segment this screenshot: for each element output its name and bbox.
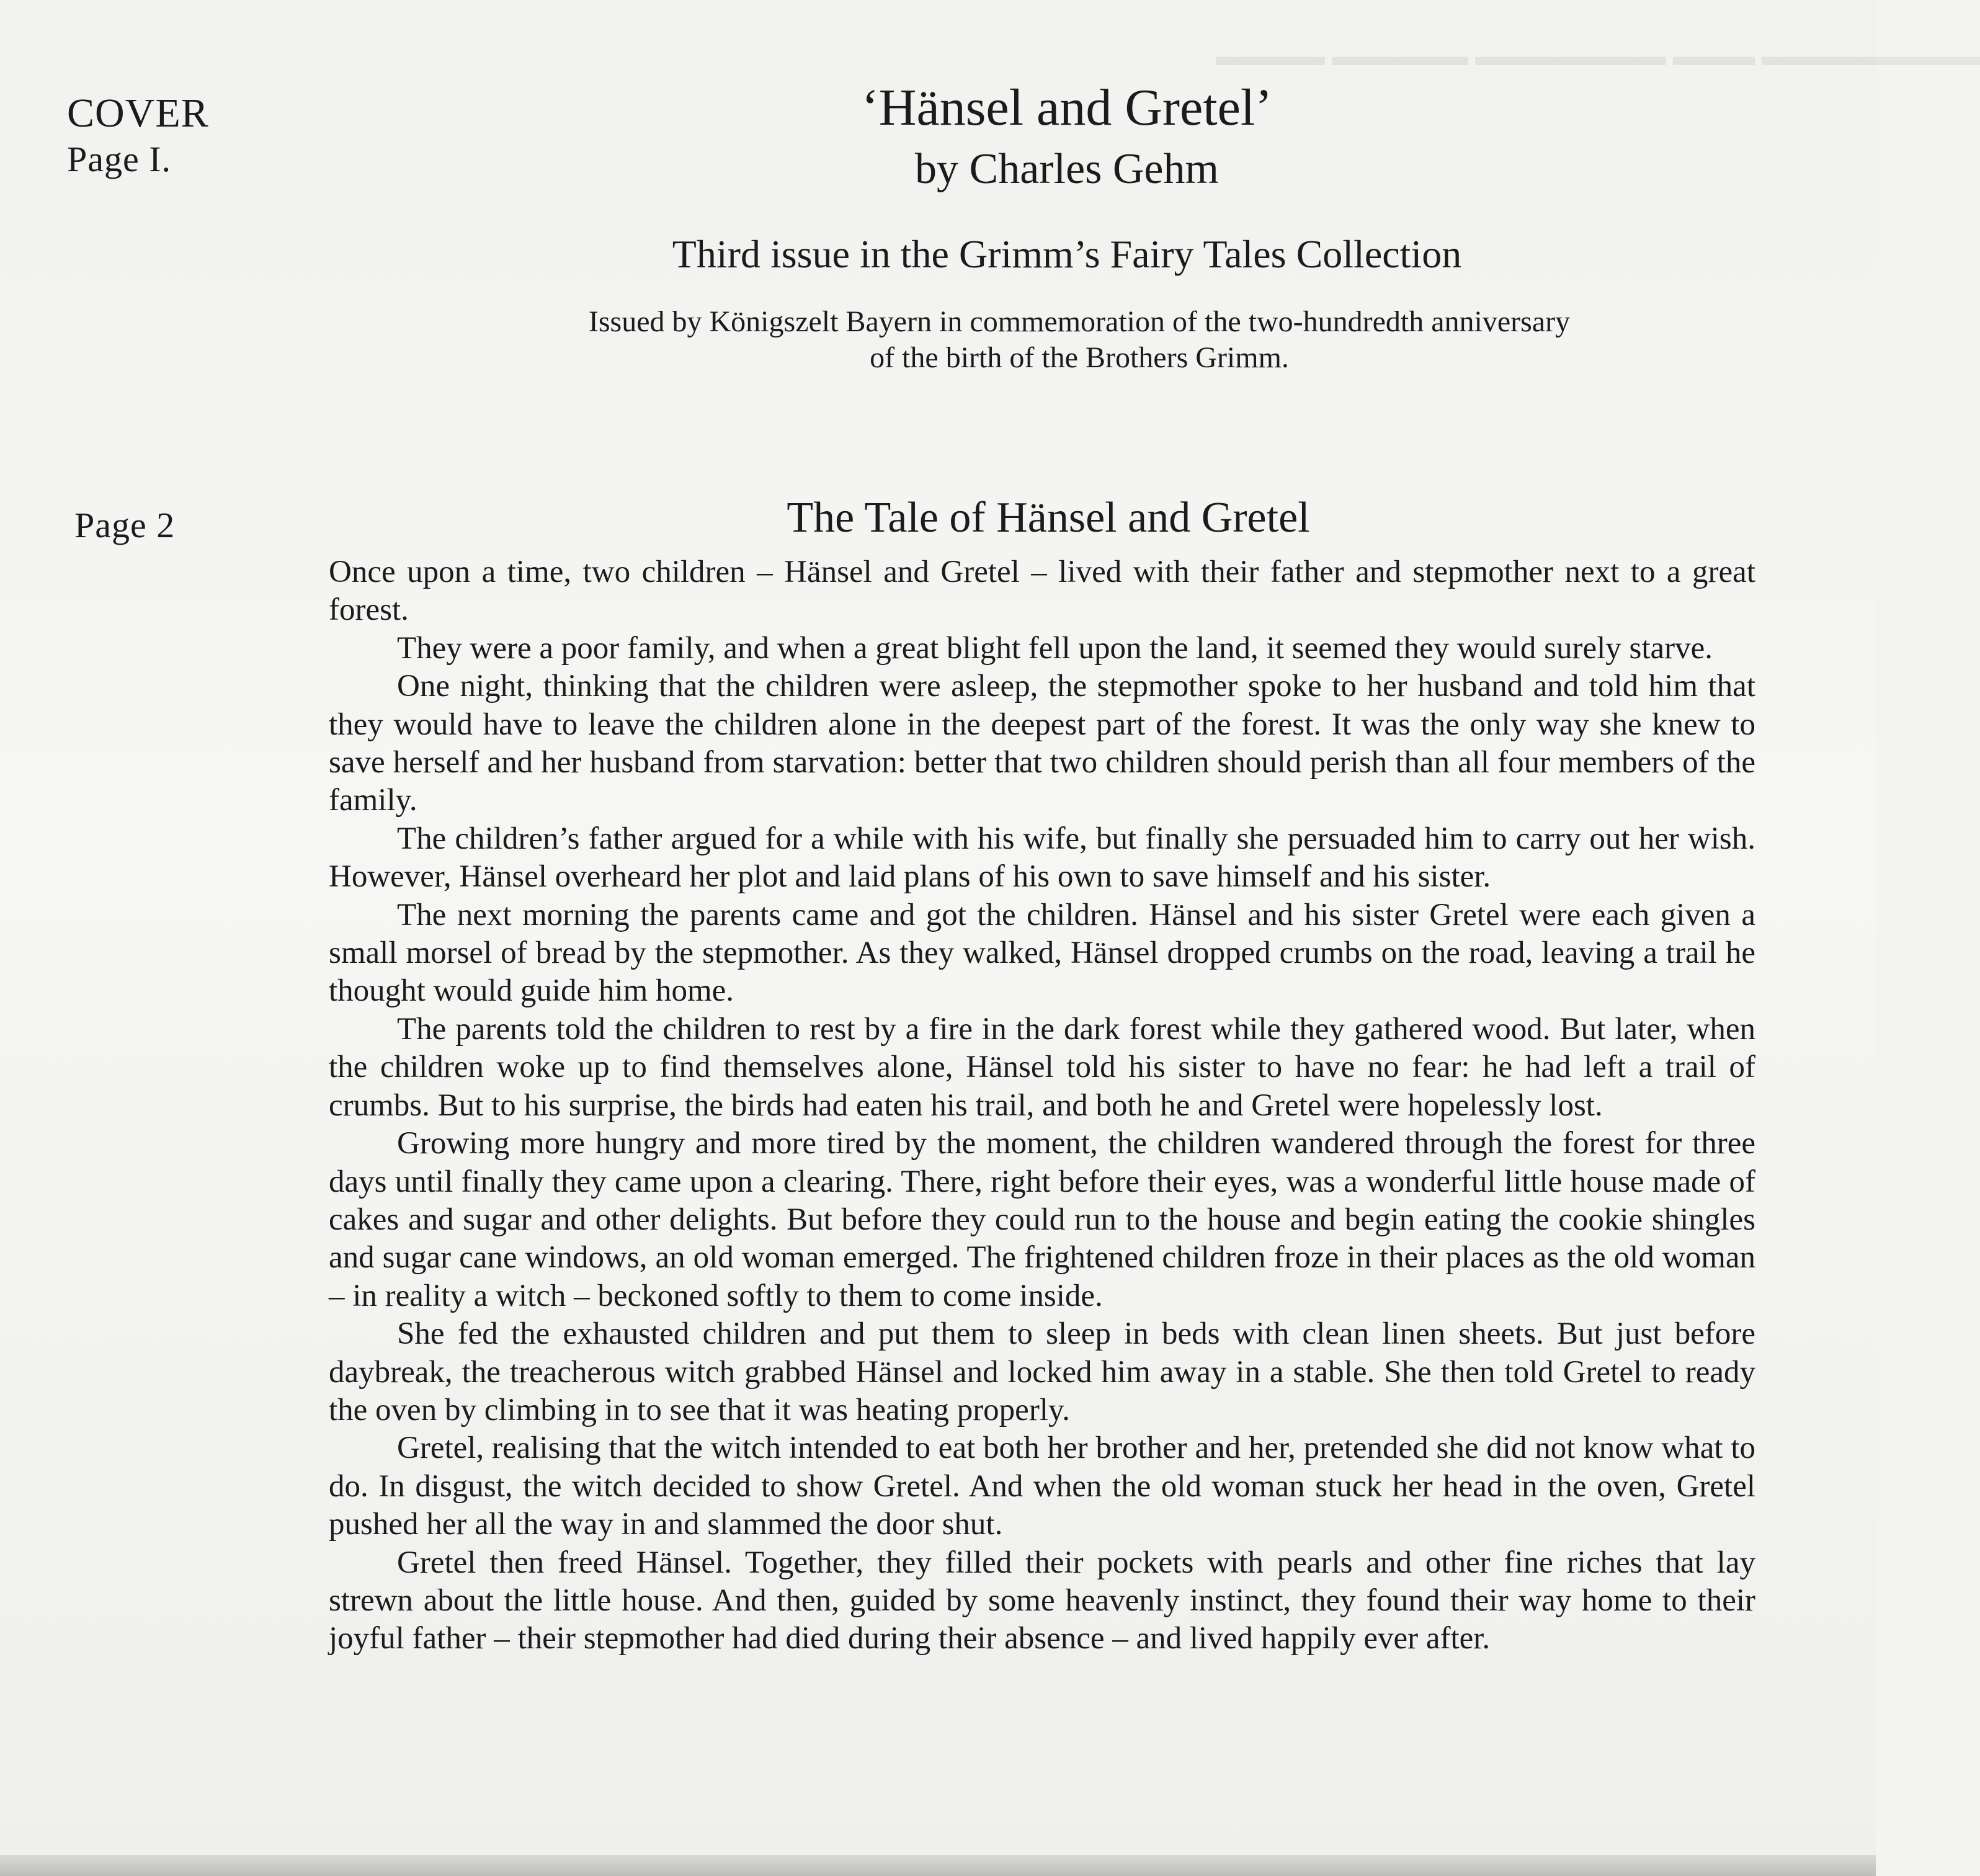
story-paragraph: They were a poor family, and when a great blight fell upon the land, it seemed they would surely starve.: [397, 630, 1713, 666]
page-bottom-edge: [0, 1855, 1876, 1876]
story-paragraph: She fed the exhausted children and put them to sleep in beds with clean linen sheets. But just before daybreak, the treacherous witch grabbed Hänsel and locked him away in a stable. She then told Gretel to ready the oven by climbing in to see that it was heating properly.: [329, 1316, 1755, 1427]
story-paragraph: The next morning the parents came and got the children. Hänsel and his sister Gretel were each given a small morsel of bread by the stepmother. As they walked, Hänsel dropped crumbs on the road, leaving a trail he thought would guide him home.: [329, 897, 1755, 1009]
story-paragraph: Gretel then freed Hänsel. Together, they filled their pockets with pearls and other fine riches that lay strewn about the little house. And then, guided by some heavenly instinct, they found their way home to their joyful father – their stepmother had died during their absence – and lived happily ever after.: [329, 1545, 1755, 1656]
story-paragraph: Growing more hungry and more tired by the moment, the children wandered through the forest for three days until finally they came upon a clearing. There, right before their eyes, was a wonderful little house made of cakes and sugar and other delights. But before they could run to the house and begin eating the cookie shingles and sugar cane windows, an old woman emerged. The frightened children froze in their places as the old woman – in reality a witch – beckoned softly to them to come inside.: [329, 1126, 1755, 1313]
main-title: ‘Hänsel and Gretel’: [861, 79, 1273, 136]
story-text: [329, 553, 1755, 1658]
story-paragraph: The children’s father argued for a while with his wife, but finally she persuaded him to carry out her wish. However, Hänsel overheard her plot and laid plans of his own to save himself and his sister.: [329, 821, 1755, 895]
commemoration-line-1: Issued by Königszelt Bayern in commemoration of the two-hundredth anniversary: [588, 305, 1571, 338]
page-2-label: Page 2: [74, 505, 176, 545]
commemoration-line-2: of the birth of the Brothers Grimm.: [870, 341, 1289, 374]
cover-label: COVER: [67, 91, 209, 136]
story-paragraph: One night, thinking that the children were asleep, the stepmother spoke to her husband and told him that they would have to leave the children alone in the deepest part of the forest. It was the only way she knew to save herself and her husband from starvation: better that two children should perish than all four members of the family.: [329, 669, 1755, 818]
show-through-text: ▬▬▬▬ ▬▬▬▬▬ ▬▬▬▬▬▬▬ ▬▬▬ ▬▬▬▬▬▬▬▬: [1216, 41, 1980, 71]
story-paragraph: The parents told the children to rest by a fire in the dark forest while they gathered wood. But later, when the children woke up to find themselves alone, Hänsel told his sister to have no fear: he had left a trail of crumbs. But to his surprise, the birds had eaten his trail, and both he and Gretel were hopelessly lost.: [329, 1011, 1755, 1123]
story-paragraph: Once upon a time, two children – Hänsel and Gretel – lived with their father and stepmother next to a great forest.: [329, 555, 1755, 628]
tale-title: The Tale of Hänsel and Gretel: [787, 494, 1310, 542]
story-paragraph: Gretel, realising that the witch intended to eat both her brother and her, pretended she did not know what to do. In disgust, the witch decided to show Gretel. And when the old woman stuck her head in the oven, Gretel pushed her all the way in and slammed the door shut.: [329, 1431, 1755, 1542]
byline: by Charles Gehm: [915, 145, 1219, 193]
issue-line: Third issue in the Grimm’s Fairy Tales Collection: [672, 232, 1462, 276]
page-1-label: Page I.: [67, 139, 172, 179]
